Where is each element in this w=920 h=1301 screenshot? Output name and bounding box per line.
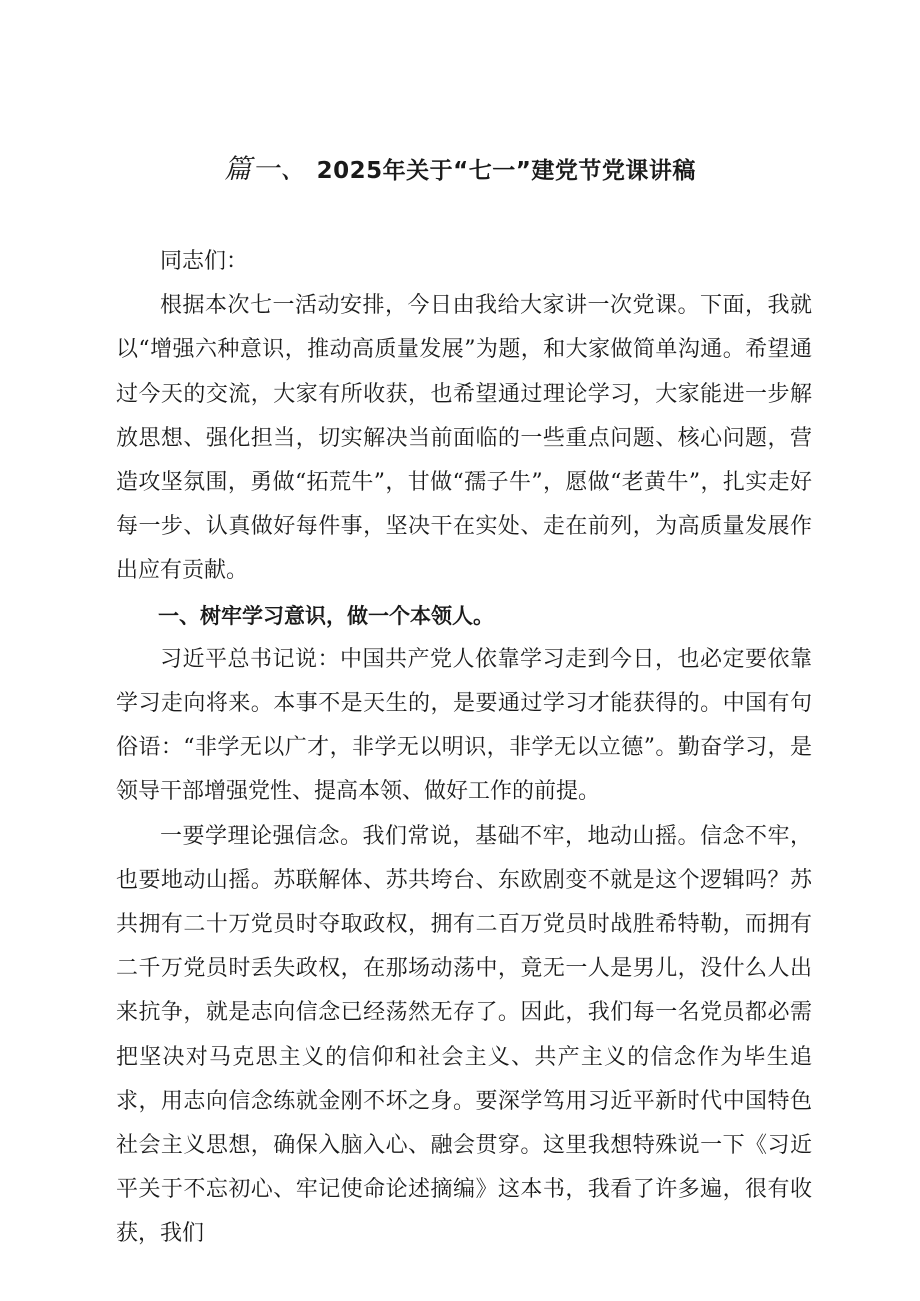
document-title (0, 150, 920, 191)
title-main: 2025年关于“七一”建党节党课讲稿 (308, 158, 696, 184)
section-heading: 一、树牢学习意识，做一个本领人。 (158, 603, 494, 628)
salutation: 同志们： (160, 249, 249, 274)
title-prefix: 篇一、 (224, 154, 309, 185)
intro-paragraph: 根据本次七一活动安排，今日由我给大家讲一次党课。下面，我就以“增强六种意识，推动高质量发展”为题，和大家做简单沟通。希望通过今天的交流，大家有所收获，也希望通过理论学习，大家能进一步解放思想、强化担当，切实解决当前面临的一些重点问题、核心问题，营造攻坚氛围，勇做“拓荒牛”，甘做“孺子牛”，愿做“老黄牛”，扎实走好每一步、认真做好每件事，坚决干在实处、走在前列，为高质量发展作出应有贡献。 (116, 293, 812, 584)
document-body (116, 240, 812, 1257)
section-paragraph: 一要学理论强信念。我们常说，基础不牢，地动山摇。信念不牢，也要地动山摇。苏联解体、苏共垮台、东欧剧变不就是这个逻辑吗？苏共拥有二十万党员时夺取政权，拥有二百万党员时战胜希特勒，而拥有二千万党员时丢失政权，在那场动荡中，竟无一人是男儿，没什么人出来抗争，就是志向信念已经荡然无存了。因此，我们每一名党员都必需把坚决对马克思主义的信仰和社会主义、共产主义的信念作为毕生追求，用志向信念练就金刚不坏之身。要深学笃用习近平新时代中国特色社会主义思想，确保入脑入心、融会贯穿。这里我想特殊说一下《习近平关于不忘初心、牢记使命论述摘编》这本书，我看了许多遍，很有收获，我们 (116, 823, 812, 1247)
section-paragraph: 习近平总书记说：中国共产党人依靠学习走到今日，也必定要依靠学习走向将来。本事不是天生的，是要通过学习才能获得的。中国有句俗语：“非学无以广才，非学无以明识，非学无以立德”。勤奋学习，是领导干部增强党性、提高本领、做好工作的前提。 (116, 646, 812, 805)
